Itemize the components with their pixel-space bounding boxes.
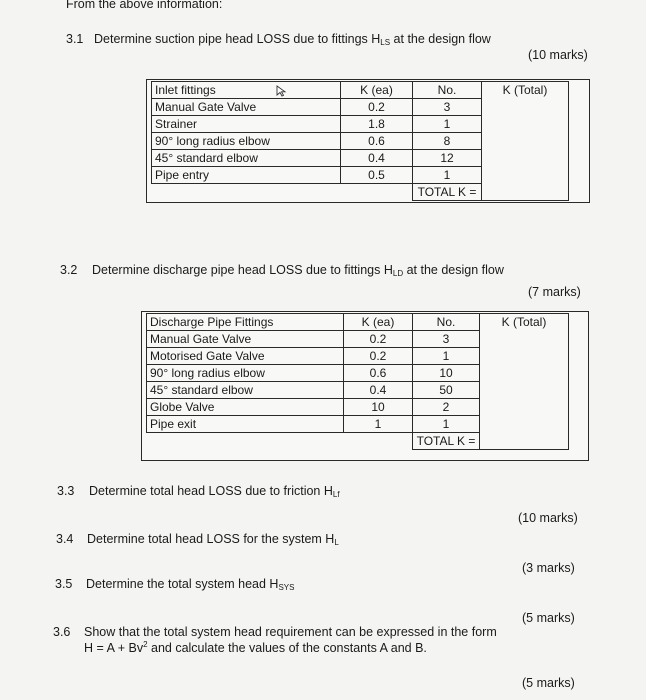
total-k-label: TOTAL K =: [413, 433, 480, 450]
k-total-cell[interactable]: [482, 133, 569, 150]
question-number: 3.2: [60, 263, 78, 277]
question-number: 3.1: [66, 32, 84, 46]
number-value: 8: [413, 133, 482, 150]
k-total-cell[interactable]: [480, 331, 569, 348]
formula-text: H = A + Bv: [84, 641, 144, 656]
number-value: 12: [413, 150, 482, 167]
table-row: [152, 150, 569, 167]
k-total-cell[interactable]: [480, 416, 569, 433]
number-value: 1: [413, 116, 482, 133]
intro-text: From the above information:: [66, 0, 223, 11]
question-3-4: [56, 532, 339, 547]
k-total-cell[interactable]: [482, 150, 569, 167]
k-each-value: 0.5: [341, 167, 413, 184]
question-text-end: and calculate the values of the constants A and B.: [147, 641, 427, 656]
subscript: LS: [380, 38, 391, 47]
question-text: Determine discharge pipe head LOSS due to fittings H: [92, 263, 393, 277]
header-number: No.: [413, 314, 480, 331]
header-number: No.: [413, 82, 482, 99]
question-text-end: at the design flow: [403, 263, 504, 277]
marks-3-3: (10 marks): [518, 511, 578, 525]
k-each-value: 0.6: [341, 133, 413, 150]
table-inlet-fittings: [151, 81, 569, 201]
question-3-3: [57, 484, 340, 499]
k-total-cell[interactable]: [480, 399, 569, 416]
marks-3-2: (7 marks): [528, 285, 581, 299]
k-total-cell[interactable]: [482, 99, 569, 116]
table-row: [147, 331, 569, 348]
blank-cell: [147, 433, 344, 450]
subscript: LD: [392, 269, 404, 278]
blank-cell: [152, 184, 341, 201]
marks-3-6: (5 marks): [522, 676, 575, 690]
question-text: Determine the total system head H: [86, 577, 279, 591]
fitting-name: Manual Gate Valve: [152, 99, 341, 116]
k-each-value: 0.4: [344, 382, 413, 399]
k-each-value: 10: [344, 399, 413, 416]
fitting-name: 45° standard elbow: [147, 382, 344, 399]
total-k-cell[interactable]: [480, 433, 569, 450]
k-each-value: 1.8: [341, 116, 413, 133]
number-value: 3: [413, 99, 482, 116]
number-value: 3: [413, 331, 480, 348]
number-value: 1: [413, 348, 480, 365]
fitting-name: Motorised Gate Valve: [147, 348, 344, 365]
table-row: [152, 133, 569, 150]
table-row: [147, 348, 569, 365]
question-text: Determine total head LOSS due to friction H: [89, 484, 333, 498]
table-row: [152, 116, 569, 133]
header-fittings: Discharge Pipe Fittings: [147, 314, 344, 331]
question-3-6-line2: [84, 640, 427, 655]
k-each-value: 0.2: [344, 348, 413, 365]
fitting-name: Strainer: [152, 116, 341, 133]
k-total-cell[interactable]: [482, 116, 569, 133]
fitting-name: Pipe exit: [147, 416, 344, 433]
number-value: 2: [413, 399, 480, 416]
k-total-cell[interactable]: [480, 348, 569, 365]
k-each-value: 0.2: [344, 331, 413, 348]
blank-cell: [341, 184, 413, 201]
subscript: Lf: [332, 490, 340, 499]
table-row: [147, 416, 569, 433]
header-k-each: K (ea): [344, 314, 413, 331]
question-text: Determine total head LOSS for the system H: [87, 532, 335, 546]
question-text: Show that the total system head requirement can be expressed in the form: [84, 625, 497, 639]
fitting-name: Pipe entry: [152, 167, 341, 184]
subscript: SYS: [278, 583, 295, 592]
question-number: 3.5: [55, 577, 73, 591]
number-value: 50: [413, 382, 480, 399]
k-each-value: 0.2: [341, 99, 413, 116]
header-k-each: K (ea): [341, 82, 413, 99]
fitting-name: 90° long radius elbow: [147, 365, 344, 382]
question-text-end: at the design flow: [390, 32, 491, 46]
k-each-value: 0.6: [344, 365, 413, 382]
marks-3-1: (10 marks): [528, 48, 588, 62]
k-each-value: 0.4: [341, 150, 413, 167]
cursor-icon: [276, 85, 288, 97]
table-row: [147, 382, 569, 399]
marks-3-4: (3 marks): [522, 561, 575, 575]
header-fittings: Inlet fittings: [152, 82, 341, 99]
k-each-value: 1: [344, 416, 413, 433]
header-k-total: K (Total): [482, 82, 569, 99]
table-row: [152, 167, 569, 184]
table-row: [147, 365, 569, 382]
question-3-1: [66, 32, 491, 47]
k-total-cell[interactable]: [480, 382, 569, 399]
fitting-name: Manual Gate Valve: [147, 331, 344, 348]
table-row: [147, 399, 569, 416]
k-total-cell[interactable]: [482, 167, 569, 184]
fitting-name: Globe Valve: [147, 399, 344, 416]
question-text: Determine suction pipe head LOSS due to fittings H: [94, 32, 381, 46]
table-discharge-fittings: [146, 313, 569, 450]
total-k-cell[interactable]: [482, 184, 569, 201]
number-value: 1: [413, 167, 482, 184]
question-3-2: [60, 263, 504, 278]
question-3-5: [55, 577, 294, 592]
question-number: 3.3: [57, 484, 75, 498]
number-value: 1: [413, 416, 480, 433]
number-value: 10: [413, 365, 480, 382]
fitting-name: 45° standard elbow: [152, 150, 341, 167]
question-number: 3.6: [53, 625, 71, 639]
fitting-name: 90° long radius elbow: [152, 133, 341, 150]
table-row: [152, 99, 569, 116]
k-total-cell[interactable]: [480, 365, 569, 382]
question-number: 3.4: [56, 532, 74, 546]
superscript: 2: [143, 640, 148, 649]
header-k-total: K (Total): [480, 314, 569, 331]
total-k-label: TOTAL K =: [413, 184, 482, 201]
marks-3-5: (5 marks): [522, 611, 575, 625]
blank-cell: [344, 433, 413, 450]
question-3-6: [53, 625, 497, 639]
subscript: L: [334, 538, 339, 547]
